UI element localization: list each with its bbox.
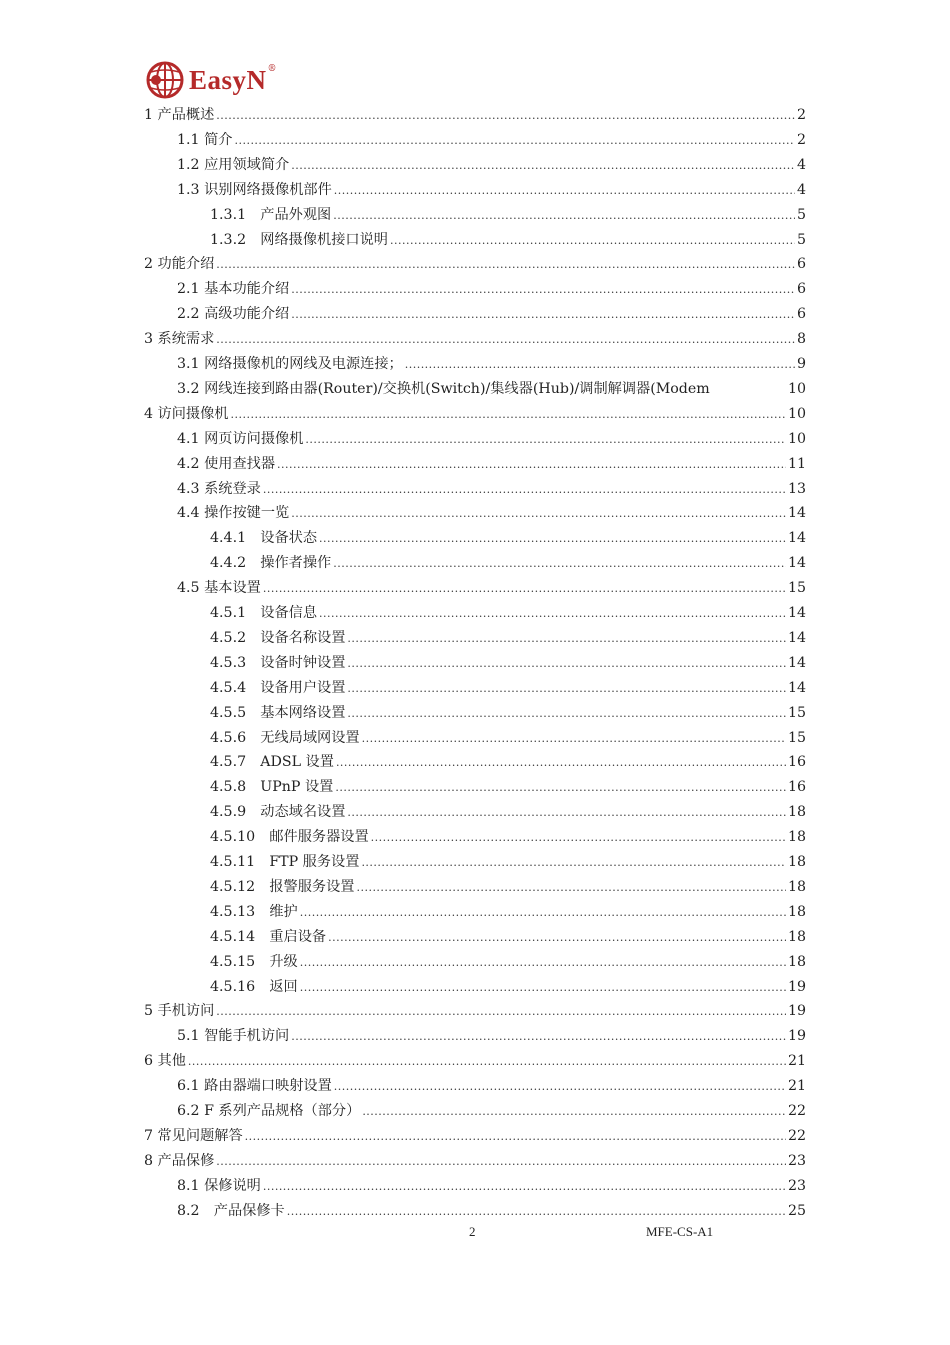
toc-dot-leader [287,1205,786,1218]
toc-entry-label: 8 产品保修 [144,1152,215,1169]
toc-entry-page: 8 [796,331,806,348]
toc-dot-leader [216,258,795,271]
footer-page-number: 2 [469,1224,476,1239]
toc-entry[interactable] [210,552,806,577]
toc-entry-label: 1.3.2 网络摄像机接口说明 [210,231,388,248]
toc-dot-leader [300,956,786,969]
toc-entry[interactable] [177,502,806,527]
toc-entry-page: 25 [787,1202,806,1219]
easyn-logo [145,58,277,102]
toc-entry[interactable] [144,403,806,428]
toc-entry-page: 18 [787,928,806,945]
toc-entry[interactable] [177,154,806,179]
toc-entry-label: 4.4.2 操作者操作 [210,555,332,572]
toc-entry-label: 3 系统需求 [144,331,215,348]
toc-dot-leader [361,856,786,869]
toc-entry-page: 15 [787,704,806,721]
toc-dot-leader [263,483,786,496]
toc-entry-label: 3.2 网线连接到路由器(Router)/交换机(Switch)/集线器(Hub)/调制解调器(Modem [177,380,710,397]
toc-entry[interactable] [177,353,806,378]
toc-entry-label: 5 手机访问 [144,1003,215,1020]
toc-entry-label: 4.5.3 设备时钟设置 [210,654,346,671]
toc-entry[interactable] [177,1200,806,1225]
toc-entry[interactable] [210,876,806,901]
toc-entry[interactable] [210,901,806,926]
toc-entry[interactable] [177,577,806,602]
toc-entry-label: 4.4 操作按键一览 [177,505,290,522]
toc-entry[interactable] [210,851,806,876]
toc-entry-page: 14 [787,679,806,696]
toc-entry-label: 6 其他 [144,1053,186,1070]
toc-entry-label: 1.3.1 产品外观图 [210,206,332,223]
toc-entry-page: 18 [787,878,806,895]
toc-dot-leader [347,632,786,645]
toc-entry-label: 4.5.10 邮件服务器设置 [210,829,369,846]
toc-entry-label: 4.1 网页访问摄像机 [177,430,304,447]
toc-dot-leader [291,283,795,296]
toc-dot-leader [263,582,786,595]
toc-entry[interactable] [144,1150,806,1175]
toc-entry[interactable] [177,378,806,403]
toc-entry-label: 7 常见问题解答 [144,1127,243,1144]
toc-entry-label: 4.5.6 无线局域网设置 [210,729,360,746]
toc-entry-label: 2 功能介绍 [144,256,215,273]
toc-entry-label: 4.4.1 设备状态 [210,530,318,547]
toc-dot-leader [291,159,795,172]
toc-dot-leader [334,184,795,197]
toc-entry-page: 2 [796,107,806,123]
toc-dot-leader [405,358,795,371]
toc-entry[interactable] [144,253,806,278]
toc-entry-page: 10 [787,430,806,447]
toc-entry-label: 4.5.7 ADSL 设置 [210,754,334,771]
toc-dot-leader [188,1055,786,1068]
toc-entry-page: 19 [787,978,806,995]
toc-dot-leader [347,682,786,695]
toc-entry-label: 6.1 路由器端口映射设置 [177,1078,332,1095]
toc-dot-leader [336,756,786,769]
toc-entry[interactable] [210,229,806,254]
toc-entry-label: 4.5.1 设备信息 [210,605,318,621]
toc-entry-page: 14 [787,629,806,646]
toc-entry-page: 18 [787,953,806,970]
toc-dot-leader [300,981,786,994]
toc-entry[interactable] [177,278,806,303]
toc-entry-page: 18 [787,804,806,821]
toc-dot-leader [347,806,786,819]
toc-entry-label: 1.2 应用领域简介 [177,156,290,173]
toc-dot-leader [347,707,786,720]
toc-dot-leader [230,408,785,421]
toc-dot-leader [291,308,795,321]
toc-entry[interactable] [177,1025,806,1050]
toc-entry-page: 10 [787,380,806,397]
toc-entry-page: 15 [787,580,806,597]
toc-entry-label: 1.3 识别网络摄像机部件 [177,181,332,198]
toc-entry-label: 5.1 智能手机访问 [177,1028,290,1045]
toc-dot-leader [319,532,786,545]
toc-entry-label: 4.5.8 UPnP 设置 [210,779,334,796]
toc-dot-leader [347,657,786,670]
logo-text: EasyN [189,64,267,95]
toc-entry[interactable] [177,1075,806,1100]
toc-entry-page: 14 [787,505,806,522]
toc-dot-leader [277,458,786,471]
toc-entry[interactable] [144,1050,806,1075]
toc-dot-leader [333,209,795,222]
toc-entry[interactable] [210,602,806,627]
toc-dot-leader [362,1105,786,1118]
toc-dot-leader [291,1030,786,1043]
toc-entry-page: 11 [787,455,806,472]
toc-dot-leader [371,831,786,844]
toc-entry[interactable] [210,976,806,1001]
toc-dot-leader [291,507,786,520]
toc-entry-page: 4 [796,156,806,173]
toc-dot-leader [263,1180,786,1193]
toc-entry-page: 18 [787,903,806,920]
toc-dot-leader [305,433,786,446]
toc-entry-page: 21 [787,1053,806,1070]
toc-entry-label: 4.5.13 维护 [210,903,298,920]
toc-entry[interactable] [177,428,806,453]
toc-entry-page: 5 [796,231,806,248]
toc-dot-leader [328,931,786,944]
toc-entry-label: 2.2 高级功能介绍 [177,306,290,323]
toc-entry-page: 14 [787,530,806,547]
toc-entry[interactable] [210,776,806,801]
toc-entry-page: 15 [787,729,806,746]
toc-entry-label: 4.5.9 动态域名设置 [210,804,346,821]
toc-entry-page: 4 [796,181,806,198]
toc-entry-label: 4.2 使用查找器 [177,455,276,472]
toc-entry[interactable] [210,951,806,976]
toc-entry-label: 8.1 保修说明 [177,1177,261,1194]
toc-entry-page: 18 [787,829,806,846]
toc-entry-page: 23 [787,1177,806,1194]
toc-entry-page: 2 [796,131,806,148]
toc-entry-label: 4.3 系统登录 [177,480,261,497]
toc-entry[interactable] [210,801,806,826]
toc-entry-page: 9 [796,356,806,372]
toc-entry-label: 4 访问摄像机 [144,405,229,422]
toc-entry[interactable] [210,527,806,552]
toc-dot-leader [390,234,795,247]
toc-entry-page: 14 [787,555,806,572]
toc-entry[interactable] [210,627,806,652]
toc-entry-page: 6 [796,256,806,273]
toc-entry-label: 4.5.11 FTP 服务设置 [210,854,360,870]
toc-entry-page: 14 [787,605,806,621]
toc-dot-leader [362,732,786,745]
toc-entry-label: 2.1 基本功能介绍 [177,281,290,298]
toc-entry-label: 8.2 产品保修卡 [177,1202,285,1219]
toc-dot-leader [234,134,795,147]
toc-dot-leader [333,557,786,570]
toc-entry[interactable] [177,478,806,503]
toc-entry-page: 5 [796,206,806,223]
toc-entry-page: 19 [787,1003,806,1020]
toc-dot-leader [245,1130,786,1143]
toc-dot-leader [335,781,786,794]
toc-entry-label: 4.5.2 设备名称设置 [210,629,346,646]
toc-entry-page: 6 [796,281,806,298]
toc-entry[interactable] [144,328,806,353]
toc-entry-label: 6.2 F 系列产品规格（部分） [177,1103,361,1119]
toc-entry-label: 4.5.14 重启设备 [210,928,327,945]
toc-dot-leader [216,1155,786,1168]
toc-entry-label: 4.5.16 返回 [210,978,298,995]
toc-entry-page: 21 [787,1078,806,1095]
toc-entry[interactable] [177,129,806,154]
toc-dot-leader [356,881,785,894]
toc-entry-page: 22 [787,1103,806,1119]
toc-entry-label: 4.5.15 升级 [210,953,298,970]
toc-dot-leader [216,1005,786,1018]
toc-entry-page: 22 [787,1127,806,1144]
toc-entry[interactable] [177,1175,806,1200]
toc-entry[interactable] [177,1100,806,1125]
toc-entry-label: 1.1 简介 [177,131,233,148]
toc-entry-page: 23 [787,1152,806,1169]
toc-entry-page: 18 [787,854,806,870]
toc-dot-leader [300,906,786,919]
toc-entry[interactable] [177,303,806,328]
toc-entry[interactable] [210,926,806,951]
toc-entry-page: 13 [787,480,806,497]
toc-entry-page: 10 [787,405,806,422]
toc-entry-label: 1 产品概述 [144,107,215,123]
toc-entry[interactable] [210,677,806,702]
toc-dot-leader [216,109,795,122]
toc-entry[interactable] [210,702,806,727]
easyn-globe-icon [145,60,185,100]
toc-entry-label: 3.1 网络摄像机的网线及电源连接； [177,356,403,372]
toc-entry-page: 16 [787,754,806,771]
toc-dot-leader [216,333,795,346]
toc-entry[interactable] [144,104,806,129]
toc-entry[interactable] [177,179,806,204]
toc-entry-label: 4.5.5 基本网络设置 [210,704,346,721]
toc-entry-page: 14 [787,654,806,671]
toc-entry[interactable] [144,1000,806,1025]
footer-doc-code: MFE-CS-A1 [646,1224,714,1239]
toc-entry[interactable] [210,826,806,851]
toc-entry[interactable] [210,204,806,229]
toc-entry-page: 19 [787,1028,806,1045]
toc-entry-page: 16 [787,779,806,796]
toc-dot-leader [334,1080,786,1093]
toc-entry[interactable] [144,1125,806,1150]
toc-entry[interactable] [177,453,806,478]
toc-entry[interactable] [210,727,806,752]
toc-entry[interactable] [210,652,806,677]
toc-dot-leader [319,607,786,620]
toc-entry-page: 6 [796,306,806,323]
toc-entry-label: 4.5 基本设置 [177,580,261,597]
toc-entry-label: 4.5.12 报警服务设置 [210,878,355,895]
registered-mark: ® [267,64,277,74]
toc-entry-label: 4.5.4 设备用户设置 [210,679,346,696]
toc-entry[interactable] [210,751,806,776]
